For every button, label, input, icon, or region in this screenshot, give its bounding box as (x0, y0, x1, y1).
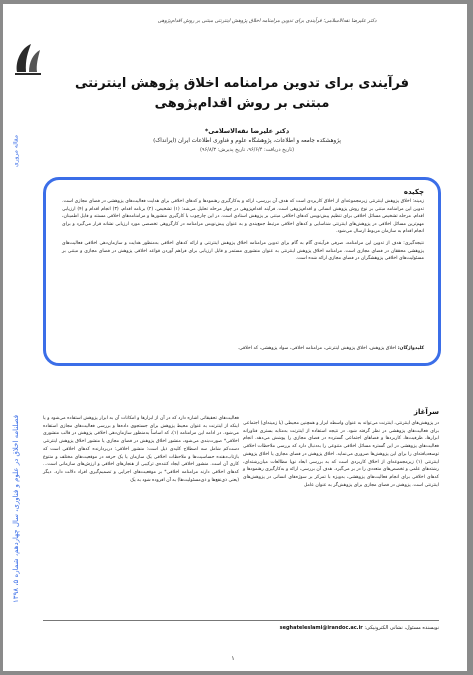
abstract-box (43, 177, 441, 366)
journal-logo (11, 38, 45, 78)
journal-page (3, 4, 467, 671)
author-name: دکتر علیرضا نقه‌الاسلامی* (204, 127, 290, 135)
running-header: دکتر علیرضا نقه‌الاسلامی؛ فرآیندی برای تدوین مرامنامه اخلاق پژوهش اینترنتی مبتنی بر روش اقدام‌پژوهی (157, 18, 377, 24)
correspondence-label: نویسنده مسئول، نشانی الکترونیکی: (364, 625, 439, 631)
abstract-paragraph: زمینه: اخلاق پژوهش اینترنتی زیرمجموعه‌ای از اخلاق کاربردی است که هدف آن بررسی، ارائه و به‌کارگیری رهنمودها و کدهای اخلاقی برای هدایت فعالیت‌های پژوهشی در فضای مجازی است. تدوین این مرامنامه مبتنی بر نوع روش پژوهش انسانی و اقدام‌پژوهی است. فرآیند اقدام‌پژوهی در چهار مرحله تحلیل می‌شد: (۱) تشخیص، (۲) برنامه اقدام، (۳) انجام اقدام و (۴) ارزیابی اقدام. مرحله تشخیص مسائل اخلاقی برای تنظیم پیش‌نویس کدهای اخلاقی مبتنی بر پژوهش استادی است. در این چارچوب با کارگیری منشورها و مرامنامه‌های اخلاقی مستند و فایل اطمینان، مهم‌ترین مسائل اخلاقی در پژوهش‌های اینترنتی شناسایی و کدهای اخلاقی مرتبط جمع‌بندی و به عنوان پیش‌نویس مرامنامه در کارگروهی تخصصی مورد ارزیابی نشانه قرار می‌گیرد و برای انجام اقدام به سازمان مربوط ارسال می‌شود. (62, 199, 424, 235)
journal-logo-mark (11, 38, 45, 78)
abstract-heading: چکیده (403, 188, 424, 196)
footnote-divider (43, 620, 439, 621)
side-label-article-type: مقاله مروری (12, 134, 20, 168)
keywords-label: کلیدواژگان: (397, 346, 424, 351)
received-accepted-dates: (تاریخ دریافت: ۹۶/۶/۴، تاریخ پذیرش: ۹۶/۸/۳) (199, 147, 295, 153)
intro-right-text: در پژوهش‌های اینترنتی، اینترنت می‌تواند به عنوان واسطه ابزار و همچنین محیطی (یا زمینه‌ای) اجتماعی برای فعالیت‌های پژوهشی در نظر گرفته شود. در نتیجه استفاده از اینترنت به‌مثابه بستری فناورانه ابزارها، ظرفیت‌ها، کاربردها و فضاهای اجتماعی گسترده در فضای مجازی را پوشش می‌دهد. انجام فعالیت‌های پژوهشی در این گستره مسائل اخلاقی متنوعی را به‌دنبال دارد که بررسی ملاحظات اخلاقی توسعه‌یافته‌ای را برای این پژوهش‌ها ضروری می‌نماید. اخلاق پژوهش در فضای مجازی یا اخلاق پژوهش اینترنتی (۱) زیرمجموعه‌ای از اخلاق کاربردی است که به بررسی ابعاد نوپا مطالعات میان‌رشته‌ای، رشته‌های علمی و تخصص‌های متعددی را در بر می‌گیرد. هدف آن بررسی، ارائه و به‌کارگیری رهنمودها و کدهای اخلاقی برای انجام فعالیت‌های پژوهشی، به‌ویژه با تمرکز بر سوژه‌های انسانی در پژوهش‌های اینترنتی است. پژوهش در فضای مجازی برای پژوهش‌گر به عنوان عامل (243, 421, 439, 488)
author-affiliation: پژوهشکده جامعه و اطلاعات، پژوهشگاه علوم و فناوری اطلاعات ایران (ایرانداک) (153, 138, 341, 144)
side-label-journal: فصلنامه اخلاق در علوم و فناوری، سال چهاردهم، شماره ۵، ۱۳۹۸ (12, 414, 20, 604)
intro-right-column (243, 408, 439, 489)
intro-heading: سرآغاز (413, 408, 439, 416)
intro-left-text: فعالیت‌های تحقیقاتی اشاره دارد که در آن از ابزارها و امکانات آن به ابزار پژوهش استفاده می‌شود و یا اینکه از اینترنت به عنوان محیط پژوهش برای جستجوی داده‌ها و بررسی فعالیت‌های مجازی استفاده می‌شود. در ادامه این مرامنامه (۱)، که اساساً به‌منظور سازمان‌دهی اخلاقی پژوهش در قالب منشوری اخلاقی* صورت‌بندی می‌شود، منشور اخلاق پژوهش در فضای مجازی یا منشور اخلاق پژوهش اینترنتی دست‌کم شامل سه اصطلاح کلیدی ذیل است: منشور اخلاقی: دربردارنده کدهای اخلاقی است که بازتاب‌دهنده حساسیت‌ها و ملاحظات اخلاقی یک سازمان یا یک حرفه در موقعیت‌های مختلف و متنوع کاری آن است. منشور اخلاقی ایجاد کننده‌ی ترکیبی از هنجارهای اخلاقی و ارزش‌های سازمانی است... کدهای اخلاقی دارند مرامنامه اخلاقی* بر موقعیت‌های اجرایی و تصمیم‌گیری افراد دلالت دارد. دیگر (یعنی ذی‌نفع‌ها و ذی‌مسئولیت‌ها) به آن افزوده شود به یک (43, 416, 240, 483)
article-title: فرآیندی برای تدوین مرامنامه اخلاق پژوهش اینترنتی مبتنی بر روش اقدام‌پژوهی (74, 76, 410, 111)
author-email[interactable]: seghateleslami@irandoc.ac.ir (279, 625, 363, 631)
keywords-list: اخلاق پژوهش، اخلاق پژوهش اینترنتی، مرامنامه اخلاقی، سواد پژوهشی، کد اخلاقی. (237, 346, 397, 351)
correspondence-note (39, 625, 439, 631)
keywords (62, 345, 424, 352)
intro-left-column (43, 415, 239, 484)
page-number: ۱ (231, 655, 235, 662)
abstract-paragraph: نتیجه‌گیری: هدف از تدوین این مرامنامه، صرفی فرآیندی گام به گام برای تدوین مرامنامه اخلاق پژوهش اینترنتی و ارائه کدهای اخلاقی به‌منظور هدایت و سازمان‌دهی اخلاقی فعالیت‌های پژوهشی محققان در فضای مجازی است. مرامنامه اخلاق پژوهش اینترنتی به عنوان منشوری مستمر و قابل ارزیابی برای فراهم آوردن قواعد اخلاقی پژوهش در فضای مجازی و مبتنی بر مسئولیت‌های اخلاقی پژوهشگران در فضای مجازی ارائه شده است. (62, 240, 424, 262)
